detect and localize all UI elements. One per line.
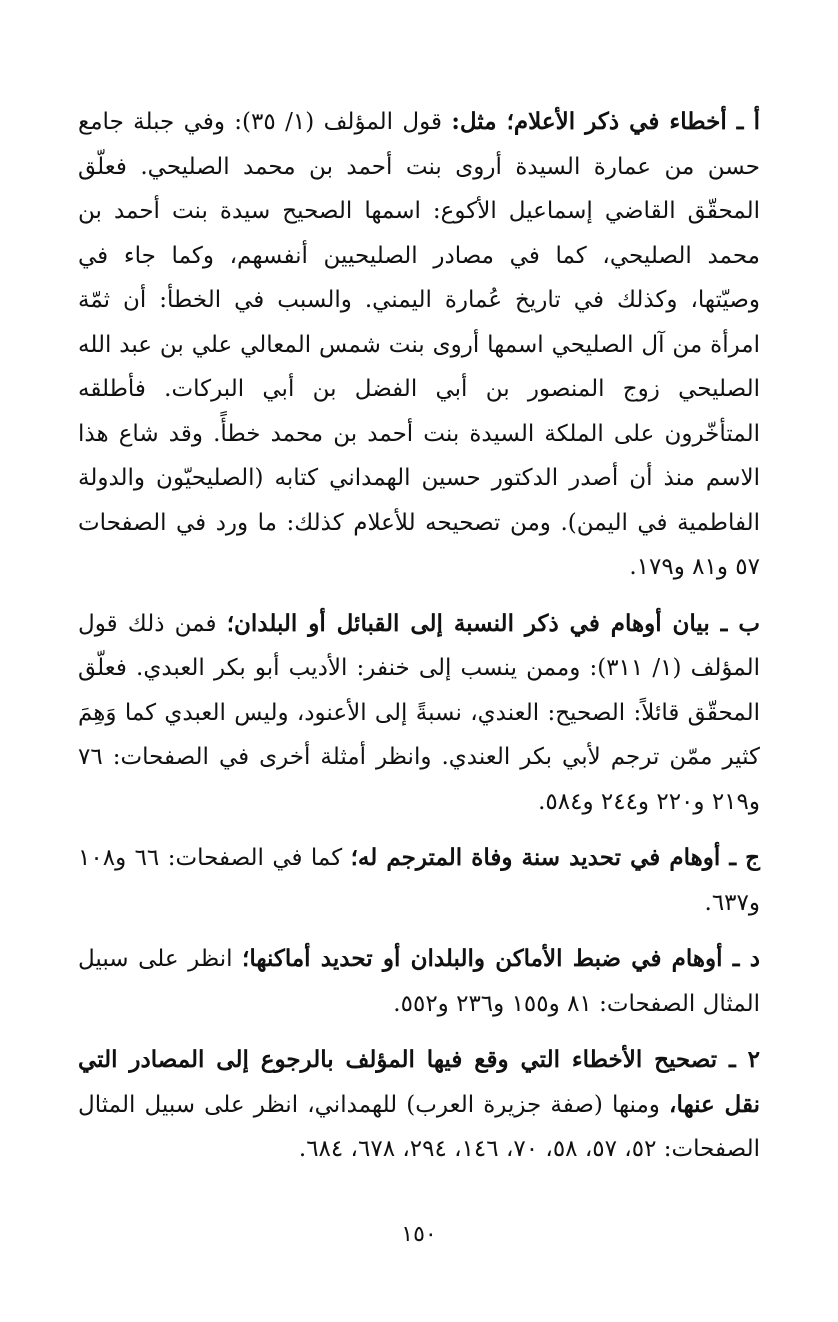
paragraph-d-heading: د ـ أوهام في ضبط الأماكن والبلدان أو تحديد أماكنها؛ — [242, 945, 760, 972]
page-number: ١٥٠ — [401, 1222, 437, 1247]
paragraph-c — [78, 836, 760, 925]
paragraph-b-text: فمن ذلك قول المؤلف (١/ ٣١١): وممن ينسب إلى خنفر: الأديب أبو بكر العبدي. فعلّق المحقّق قائلاً: الصحيح: العندي، نسبةً إلى الأعنود، وليس العبدي كما وَهِمَ كثير ممّن ترجم لأبي بكر العندي. وانظر أمثلة أخرى في الصفحات: ٧٦ و٢١٩ و٢٢٠ و٢٤٤ و٥٨٤. — [78, 610, 760, 815]
paragraph-2-text: ومنها (صفة جزيرة العرب) للهمداني، انظر على سبيل المثال الصفحات: ٥٢، ٥٧، ٥٨، ٧٠، ١٤٦، ٢٩٤، ٦٧٨، ٦٨٤. — [78, 1091, 760, 1162]
paragraph-d — [78, 937, 760, 1026]
paragraph-a — [78, 100, 760, 590]
paragraph-c-text: كما في الصفحات: ٦٦ و١٠٨ و٦٣٧. — [78, 845, 760, 916]
paragraph-d-text: انظر على سبيل المثال الصفحات: ٨١ و١٥٥ و٢٣٦ و٥٥٢. — [78, 946, 760, 1017]
body-text — [78, 100, 760, 1172]
paragraph-a-heading: أ ـ أخطاء في ذكر الأعلام؛ مثل: — [451, 108, 761, 135]
paragraph-b — [78, 602, 760, 825]
paragraph-a-text: قول المؤلف (١/ ٣٥): وفي جبلة جامع حسن من عمارة السيدة أروى بنت أحمد بن محمد الصليحي. فعلّق المحقّق القاضي إسماعيل الأكوع: اسمها الصحيح سيدة بنت أحمد بن محمد الصليحي، كما في مصادر الصليحيين أنفسهم، وكما جاء في وصيّتها، وكذلك في تاريخ عُمارة اليمني. والسبب في الخطأ: أن ثمّة امرأة من آل الصليحي اسمها أروى بنت شمس المعالي علي بن عبد الله الصليحي زوج المنصور بن أبي الفضل بن أبي البركات. فأطلقه المتأخّرون على الملكة السيدة بنت أحمد بن محمد خطأً. وقد شاع هذا الاسم منذ أن أصدر الدكتور حسين الهمداني كتابه (الصليحيّون والدولة الفاطمية في اليمن). ومن تصحيحه للأعلام كذلك: ما ورد في الصفحات ٥٧ و٨١ و١٧٩. — [78, 109, 760, 580]
paragraph-2 — [78, 1038, 760, 1172]
paragraph-b-heading: ب ـ بيان أوهام في ذكر النسبة إلى القبائل أو البلدان؛ — [226, 609, 760, 637]
paragraph-c-heading: ج ـ أوهام في تحديد سنة وفاة المترجم له؛ — [350, 844, 760, 871]
paragraph-2-heading: ٢ ـ تصحيح الأخطاء التي وقع فيها المؤلف بالرجوع إلى المصادر التي نقل عنها، — [78, 1046, 760, 1118]
